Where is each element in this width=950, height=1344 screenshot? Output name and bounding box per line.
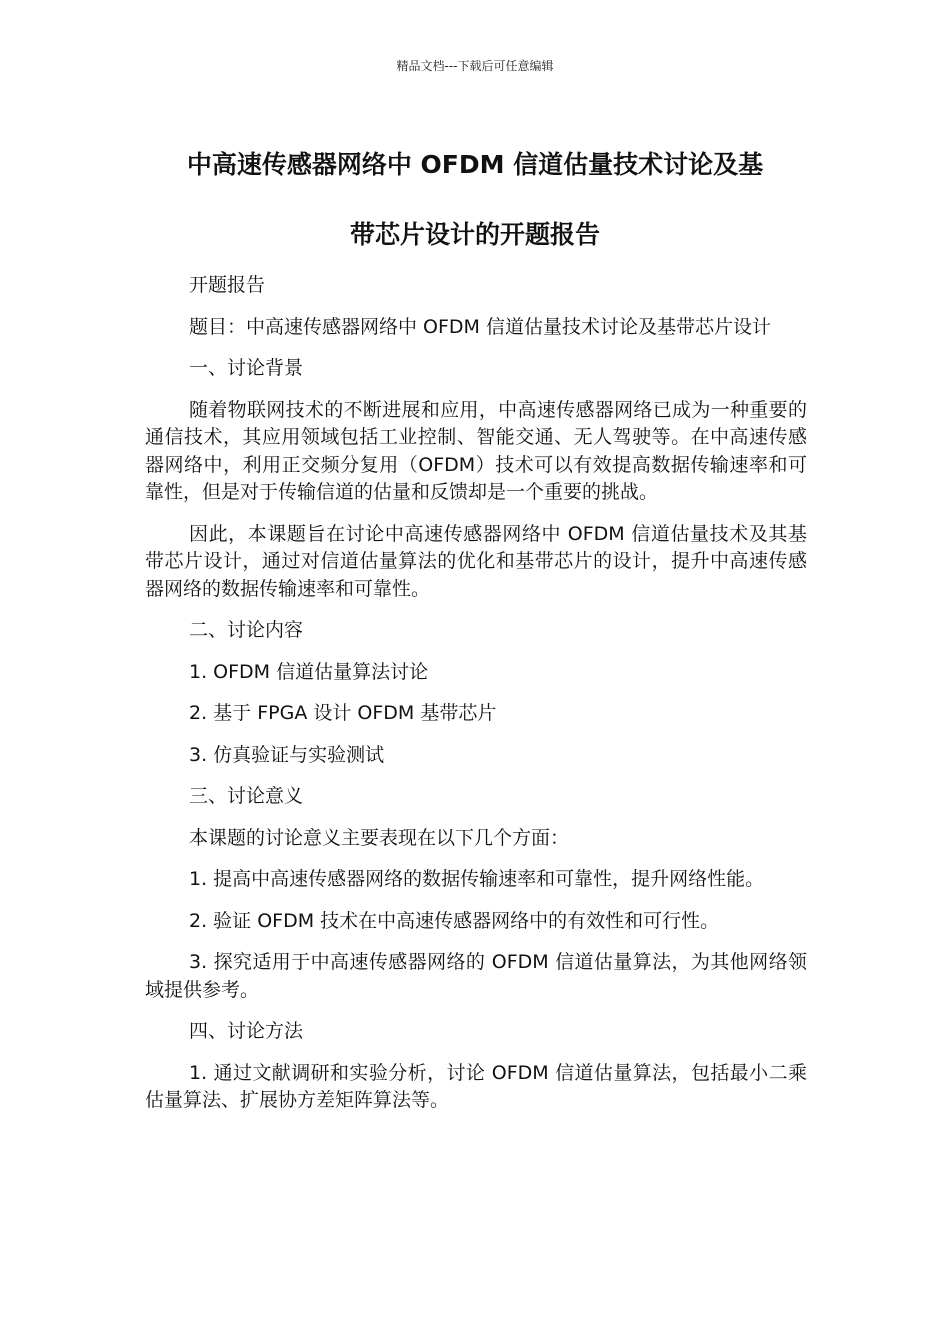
page-header: 精品文档---下载后可任意编辑 — [396, 59, 554, 73]
significance-item-1: 1. 提高中高速传感器网络的数据传输速率和可靠性，提升网络性能。 — [189, 868, 765, 890]
section-heading-background: 一、讨论背景 — [189, 357, 304, 379]
content-item-1: 1. OFDM 信道估量算法讨论 — [189, 660, 429, 683]
section-heading-significance: 三、讨论意义 — [189, 785, 304, 807]
section-heading-content: 二、讨论内容 — [189, 619, 304, 641]
content-item-3: 3. 仿真验证与实验测试 — [189, 743, 385, 766]
document-title — [140, 130, 810, 270]
title-line-2: 带芯片设计的开题报告 — [349, 220, 600, 249]
document-body — [145, 272, 807, 1129]
significance-item-2: 2. 验证 OFDM 技术在中高速传感器网络中的有效性和可行性。 — [189, 909, 720, 932]
title-line-1: 中高速传感器网络中 OFDM 信道估量技术讨论及基 — [186, 150, 764, 179]
report-label: 开题报告 — [189, 274, 266, 296]
content-item-2: 2. 基于 FPGA 设计 OFDM 基带芯片 — [189, 702, 497, 724]
method-item-1: 1. 通过文献调研和实验分析，讨论 OFDM 信道估量算法，包括最小二乘估量算法、扩展协方差矩阵算法等。 — [145, 1061, 807, 1111]
significance-item-3: 3. 探究适用于中高速传感器网络的 OFDM 信道估量算法，为其他网络领域提供参考。 — [145, 951, 807, 1001]
background-paragraph-2: 因此，本课题旨在讨论中高速传感器网络中 OFDM 信道估量技术及其基带芯片设计，通过对信道估量算法的优化和基带芯片的设计，提升中高速传感器网络的数据传输速率和可靠性。 — [145, 522, 807, 600]
section-heading-method: 四、讨论方法 — [189, 1020, 304, 1042]
background-paragraph-1: 随着物联网技术的不断进展和应用，中高速传感器网络已成为一种重要的通信技术，其应用领域包括工业控制、智能交通、无人驾驶等。在中高速传感器网络中，利用正交频分复用（OFDM）技术可以有效提高数据传输速率和可靠性，但是对于传输信道的估量和反馈却是一个重要的挑战。 — [145, 398, 807, 503]
significance-intro: 本课题的讨论意义主要表现在以下几个方面： — [189, 826, 570, 849]
report-topic: 题目：中高速传感器网络中 OFDM 信道估量技术讨论及基带芯片设计 — [189, 315, 771, 338]
